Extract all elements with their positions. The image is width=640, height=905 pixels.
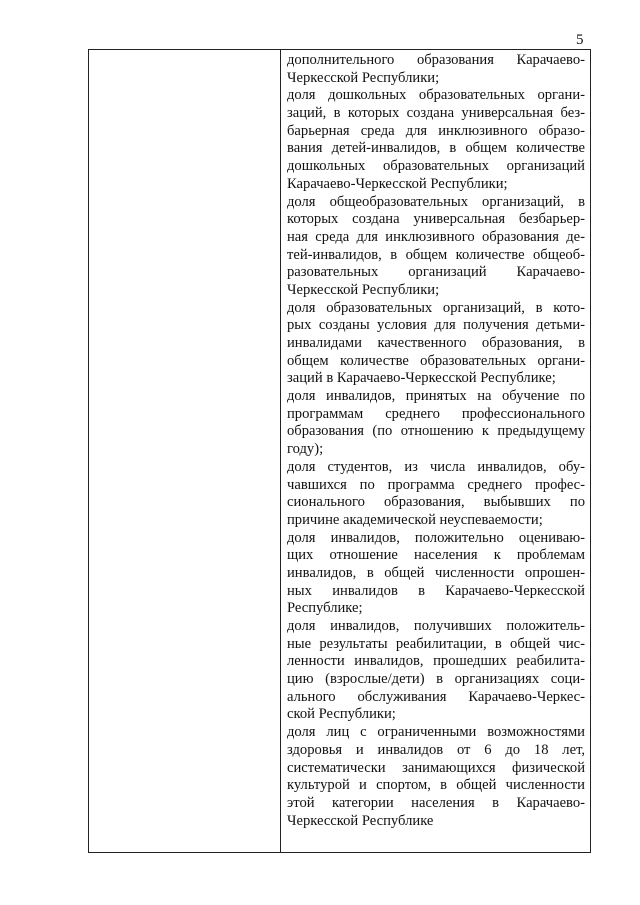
indicator-text-line: цию (взрослые/дети) в организациях соци- [287,671,585,688]
indicator-text-line: разовательных организаций Карачаево- [287,264,585,281]
page-number: 5 [576,32,584,48]
indicator-text-line: инвалидами качественного образования, в [287,335,585,351]
indicator-text-line: заций, в которых создана универсальная без- [287,105,585,122]
indicator-text-line: общем количестве образовательных органи- [287,352,585,369]
indicator-text-line: заций в Карачаево-Черкесской Республике; [287,370,556,387]
indicator-text-line: доля инвалидов, принятых на обучение по [287,388,585,405]
indicator-text-line: дошкольных образовательных организаций [287,158,585,175]
indicator-text-line: программам среднего профессионального [287,405,585,422]
indicator-text-line: дополнительного образования Карачаево- [287,52,585,68]
indicator-text-line: доля инвалидов, положительно оцениваю- [287,529,585,546]
indicator-text-line: ской Республики; [287,706,396,723]
indicator-text-line: доля лиц с ограниченными возможностями [287,724,585,741]
indicator-text-line: чавшихся по программа среднего профес- [287,476,585,493]
indicator-text-line: ные результаты реабилитации, в общей чис- [287,635,585,652]
indicator-text-line: тей-инвалидов, в общем количестве общеоб- [287,246,585,263]
indicators-table [88,49,591,853]
indicator-text-line: барьерная среда для инклюзивного образо- [287,122,585,139]
indicator-text-line: Карачаево-Черкесской Республики; [287,175,508,192]
indicator-text-line: ального обслуживания Карачаево-Черкес- [287,688,585,705]
indicator-text-line: ленности инвалидов, прошедших реабилита- [287,653,585,670]
indicator-text-line: этой категории населения в Карачаево- [287,794,585,811]
indicator-text-line: рых созданы условия для получения детьми- [287,317,585,334]
indicator-text-line: культурой и спортом, в общей численности [287,777,585,794]
table-right-cell [287,52,585,830]
indicator-text-line: здоровья и инвалидов от 6 до 18 лет, [287,741,585,758]
column-divider [280,50,281,852]
indicator-text-line: щих отношение населения к проблемам [287,547,585,564]
indicator-text-line: систематически занимающихся физической [287,759,585,776]
indicator-text-line: доля инвалидов, получивших положитель- [287,618,585,634]
indicator-text-line: году); [287,441,324,458]
indicator-text-line: Республике; [287,600,363,617]
indicator-text-line: доля образовательных организаций, в кото- [287,299,585,316]
indicator-text-line: которых создана универсальная безбарьер- [287,211,585,228]
indicator-text-line: доля общеобразовательных организаций, в [287,193,585,210]
indicator-text-line: Черкесской Республики; [287,281,440,298]
indicator-text-line: инвалидов, в общей численности опрошен- [287,564,585,581]
indicator-text-line: образования (по отношению к предыдущему [287,423,585,440]
indicator-text-line: ная среда для инклюзивного образования де- [287,228,585,245]
indicator-text-line: причине академической неуспеваемости; [287,511,543,528]
indicator-text-line: доля дошкольных образовательных органи- [287,87,585,104]
indicator-text-line: Черкесской Республике [287,812,434,829]
indicator-text-line: сионального образования, выбывших по [287,494,585,511]
table-left-cell [89,50,280,852]
indicator-text-line: Черкесской Республики; [287,69,440,86]
indicator-text-line: ных инвалидов в Карачаево-Черкесской [287,582,585,599]
indicator-text-line: вания детей-инвалидов, в общем количестве [287,140,585,157]
indicator-text-line: доля студентов, из числа инвалидов, обу- [287,458,585,475]
